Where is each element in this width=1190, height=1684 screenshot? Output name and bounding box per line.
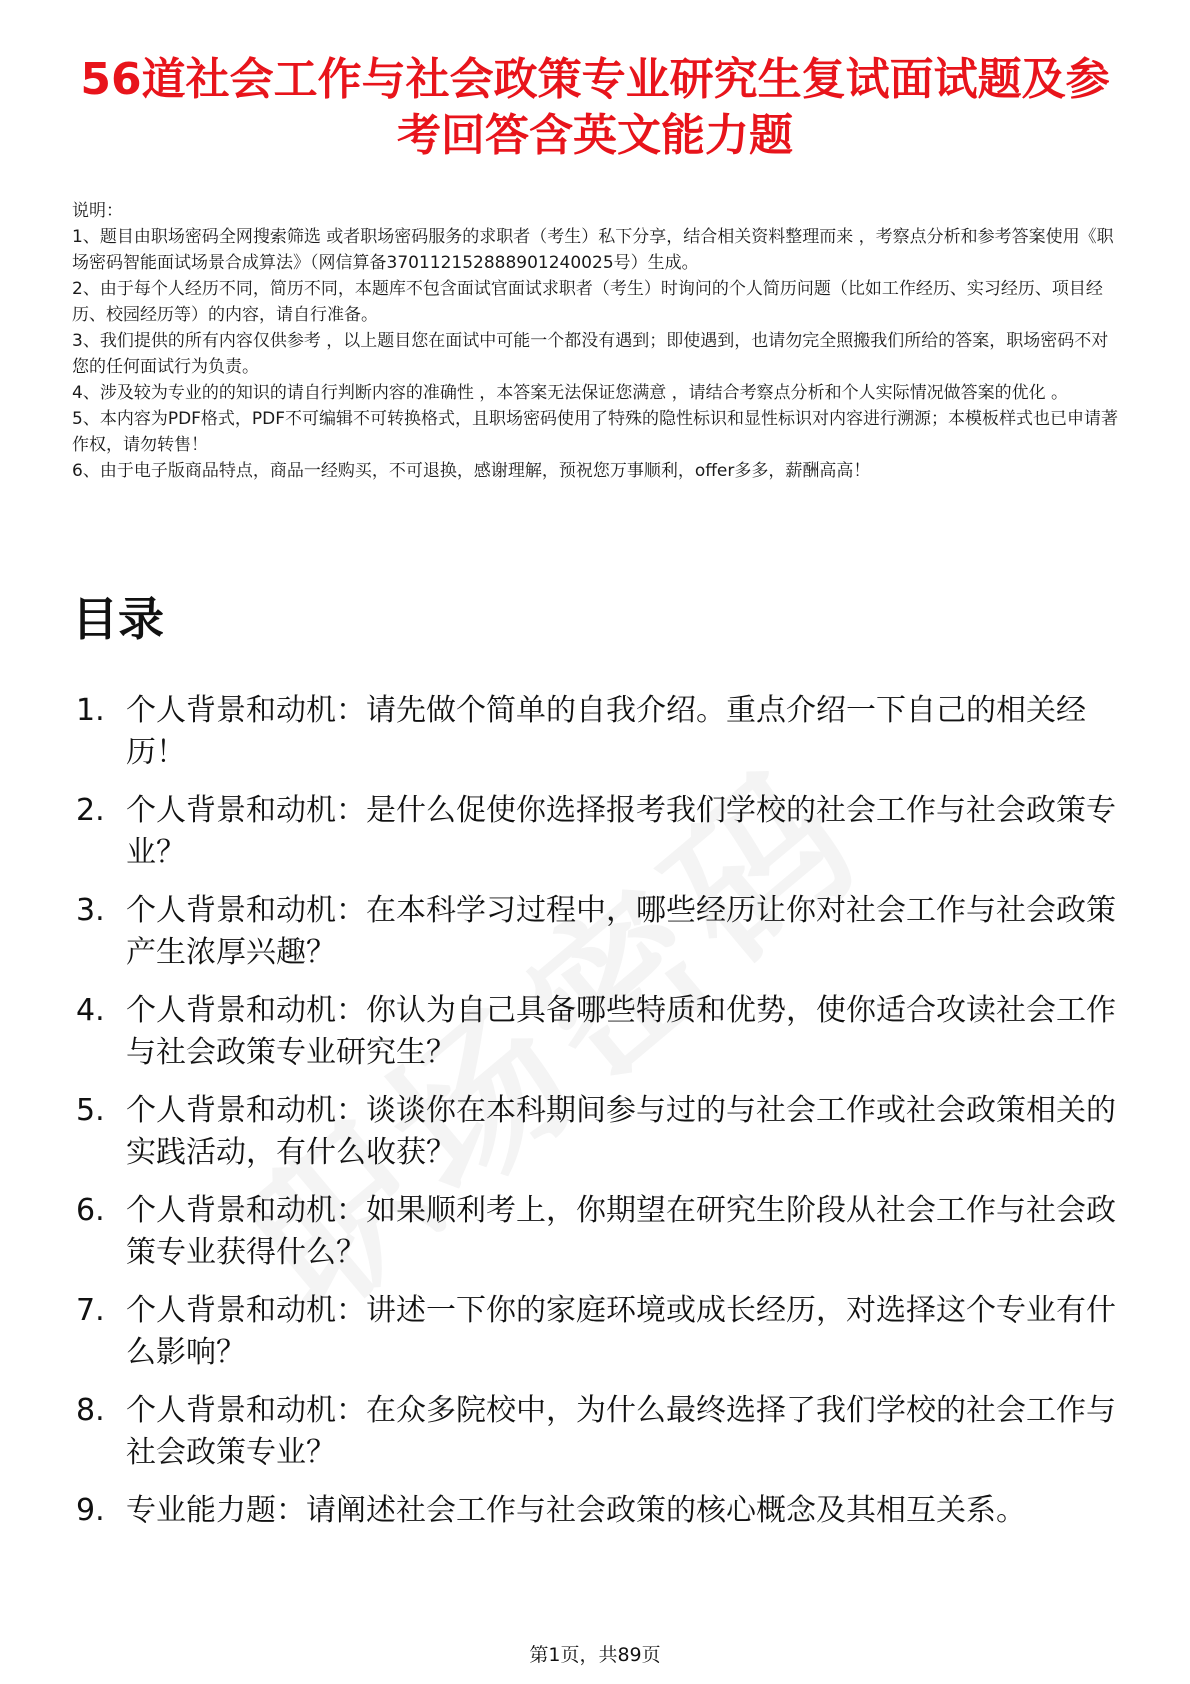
notes-section <box>72 198 1122 484</box>
toc-item-number: 9. <box>76 1493 105 1528</box>
note-item: 4、涉及较为专业的的知识的请自行判断内容的准确性 ，本答案无法保证您满意 ，请结合考察点分析和个人实际情况做答案的优化 。 <box>72 383 1069 403</box>
toc-item-number: 1. <box>76 693 105 728</box>
toc-item-number: 7. <box>76 1293 105 1328</box>
note-item: 6、由于电子版商品特点，商品一经购买，不可退换，感谢理解，预祝您万事顺利，offer多多，薪酬高高！ <box>72 461 871 481</box>
toc-item[interactable] <box>72 990 1122 1074</box>
toc-item[interactable] <box>72 1190 1122 1274</box>
notes-heading: 说明： <box>72 201 123 221</box>
toc-item-number: 5. <box>76 1093 105 1128</box>
toc-item-number: 4. <box>76 993 105 1028</box>
toc-heading: 目录 <box>72 592 164 646</box>
note-item: 5、本内容为PDF格式，PDF不可编辑不可转换格式，且职场密码使用了特殊的隐性标识和显性标识对内容进行溯源；本模板样式也已申请著作权，请勿转售！ <box>72 409 1119 455</box>
page-footer: 第1页，共89页 <box>529 1644 661 1666</box>
toc-item[interactable] <box>72 790 1122 874</box>
note-item: 2、由于每个人经历不同，简历不同，本题库不包含面试官面试求职者（考生）时询问的个人简历问题（比如工作经历、实习经历、项目经历、校园经历等）的内容，请自行准备。 <box>72 279 1103 325</box>
toc-item[interactable] <box>72 890 1122 974</box>
toc-item-text: 个人背景和动机：你认为自己具备哪些特质和优势，使你适合攻读社会工作与社会政策专业研究生？ <box>126 993 1116 1070</box>
toc-item-text: 个人背景和动机：如果顺利考上，你期望在研究生阶段从社会工作与社会政策专业获得什么？ <box>126 1193 1116 1270</box>
toc-item-text: 个人背景和动机：讲述一下你的家庭环境或成长经历，对选择这个专业有什么影响？ <box>126 1293 1116 1370</box>
toc-item-number: 3. <box>76 893 105 928</box>
document-title: 56道社会工作与社会政策专业研究生复试面试题及参考回答含英文能力题 <box>80 54 1110 161</box>
toc-item-text: 个人背景和动机：谈谈你在本科期间参与过的与社会工作或社会政策相关的实践活动，有什么收获？ <box>126 1093 1116 1170</box>
toc-item-number: 2. <box>76 793 105 828</box>
note-item: 3、我们提供的所有内容仅供参考 ，以上题目您在面试中可能一个都没有遇到；即使遇到，也请勿完全照搬我们所给的答案，职场密码不对您的任何面试行为负责。 <box>72 331 1109 377</box>
toc-item-number: 6. <box>76 1193 105 1228</box>
toc-item[interactable] <box>72 1390 1122 1474</box>
toc-item[interactable] <box>72 1290 1122 1374</box>
toc-item-text: 个人背景和动机：在本科学习过程中，哪些经历让你对社会工作与社会政策产生浓厚兴趣？ <box>126 893 1116 970</box>
toc-item[interactable] <box>72 1090 1122 1174</box>
note-item: 1、题目由职场密码全网搜索筛选 或者职场密码服务的求职者（考生）私下分享，结合相关资料整理而来 ，考察点分析和参考答案使用《职场密码智能面试场景合成算法》（网信算备370112152888901240025号）生成。 <box>72 227 1114 273</box>
toc-item-number: 8. <box>76 1393 105 1428</box>
toc-item-text: 个人背景和动机：请先做个简单的自我介绍。重点介绍一下自己的相关经历！ <box>126 693 1086 770</box>
toc-item-text: 个人背景和动机：是什么促使你选择报考我们学校的社会工作与社会政策专业？ <box>126 793 1116 870</box>
toc-item-text: 专业能力题：请阐述社会工作与社会政策的核心概念及其相互关系。 <box>126 1493 1026 1528</box>
toc-item[interactable] <box>72 690 1122 774</box>
toc-item-text: 个人背景和动机：在众多院校中，为什么最终选择了我们学校的社会工作与社会政策专业？ <box>126 1393 1116 1470</box>
toc-item[interactable] <box>72 1490 1122 1532</box>
table-of-contents <box>72 690 1122 1548</box>
